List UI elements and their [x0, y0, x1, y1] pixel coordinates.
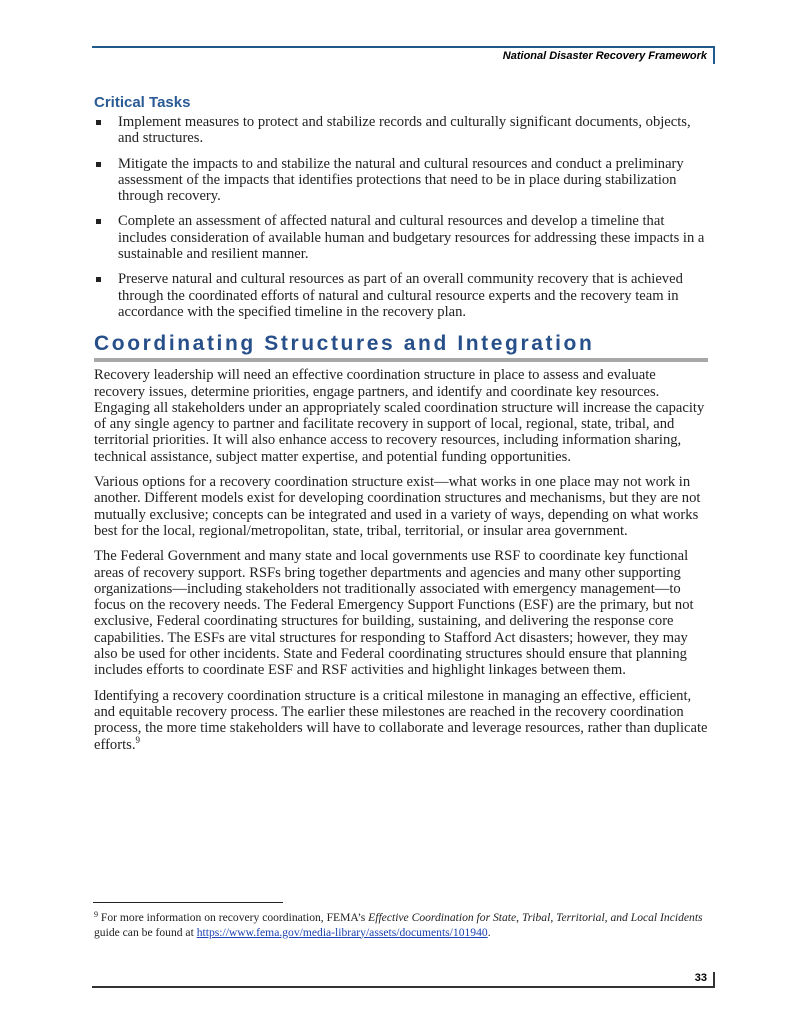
list-item-text: Preserve natural and cultural resources as part of an overall community recovery that is achieved through the coordinated efforts of natural and cultural resource experts and the recovery team in accordance with the specified timeline in the recovery plan.	[118, 271, 683, 320]
fema-document-link[interactable]: https://www.fema.gov/media-library/assets/documents/101940	[196, 925, 488, 939]
footnote-text: .	[487, 925, 491, 939]
footnote	[94, 911, 714, 940]
list-item-text: Complete an assessment of affected natural and cultural resources and develop a timeline that includes consideration of available human and budgetary resources for addressing these impacts in a sustainable and resilient manner.	[118, 213, 705, 263]
paragraph-with-footnote	[94, 688, 710, 753]
footnote-number: 9	[94, 910, 98, 919]
square-bullet-icon	[96, 277, 101, 282]
paragraph: Various options for a recovery coordination structure exist—what works in one place may not work in another. Different models exist for developing coordination structures and mechanisms, but they are not mutually exclusive; concepts can be integrated and used in a variety of ways, depending on what works best for the local, regional/metropolitan, state, tribal, territorial, or insular area government.	[94, 474, 701, 539]
footnote-guide-title: Effective Coordination for State, Tribal, Territorial, and Local Incidents	[368, 911, 703, 924]
page-number: 33	[694, 972, 707, 984]
page-content	[94, 94, 710, 762]
list-item	[94, 114, 710, 147]
section-title: Coordinating Structures and Integration	[94, 332, 595, 356]
paragraph: Recovery leadership will need an effective coordination structure in place to assess and evaluate recovery issues, determine priorities, engage partners, and identify and coordinate key resources. Engaging all stakeholders under an appropriately scaled coordination structure will increase the capacity of any single agency to partner and facilitate recovery in support of local, regional, state, tribal, and territorial priorities. It will also enhance access to recovery resources, including information sharing, technical assistance, subject matter expertise, and potential funding opportunities.	[94, 367, 705, 465]
footer-rule	[92, 986, 715, 988]
footnote-text: guide can be found at	[94, 925, 197, 939]
header-rule	[92, 46, 715, 48]
footnote-separator	[93, 902, 283, 903]
footnote-text: For more information on recovery coordination, FEMA’s	[98, 911, 369, 924]
square-bullet-icon	[96, 162, 101, 167]
list-item	[94, 213, 710, 262]
critical-tasks-list	[94, 114, 710, 320]
footnote-reference[interactable]: 9	[135, 734, 140, 745]
list-item	[94, 156, 710, 205]
running-header-title: National Disaster Recovery Framework	[502, 50, 707, 62]
list-item-text: Mitigate the impacts to and stabilize the natural and cultural resources and conduct a preliminary assessment of the impacts that identifies protections that need to be in place during stabilization through recovery.	[118, 155, 684, 205]
list-item	[94, 271, 710, 320]
critical-tasks-heading: Critical Tasks	[94, 94, 191, 111]
section-underline	[94, 358, 708, 362]
paragraph: The Federal Government and many state and local governments use RSF to coordinate key functional areas of recovery support. RSFs bring together departments and agencies and many other supporting organizations—including stakeholders not traditionally associated with emergency management—to focus on the recovery needs. The Federal Emergency Support Functions (ESF) are the primary, but not exclusive, Federal coordinating structures for building, sustaining, and delivering the response core capabilities. The ESFs are vital structures for responding to Stafford Act disasters; however, they may also be used for other incidents. State and Federal coordinating structures should ensure that planning includes efforts to coordinate ESF and RSF activities and highlight linkages between them.	[94, 548, 694, 679]
square-bullet-icon	[96, 120, 101, 125]
list-item-text: Implement measures to protect and stabilize records and culturally significant documents, objects, and structures.	[118, 114, 691, 147]
paragraph-text: Identifying a recovery coordination structure is a critical milestone in managing an effective, efficient, and equitable recovery process. The earlier these milestones are reached in the recovery coordination process, the more time stakeholders will have to collaborate and leverage resources, rather than duplicate efforts.	[94, 687, 708, 753]
square-bullet-icon	[96, 219, 101, 224]
header-tick	[713, 46, 715, 64]
